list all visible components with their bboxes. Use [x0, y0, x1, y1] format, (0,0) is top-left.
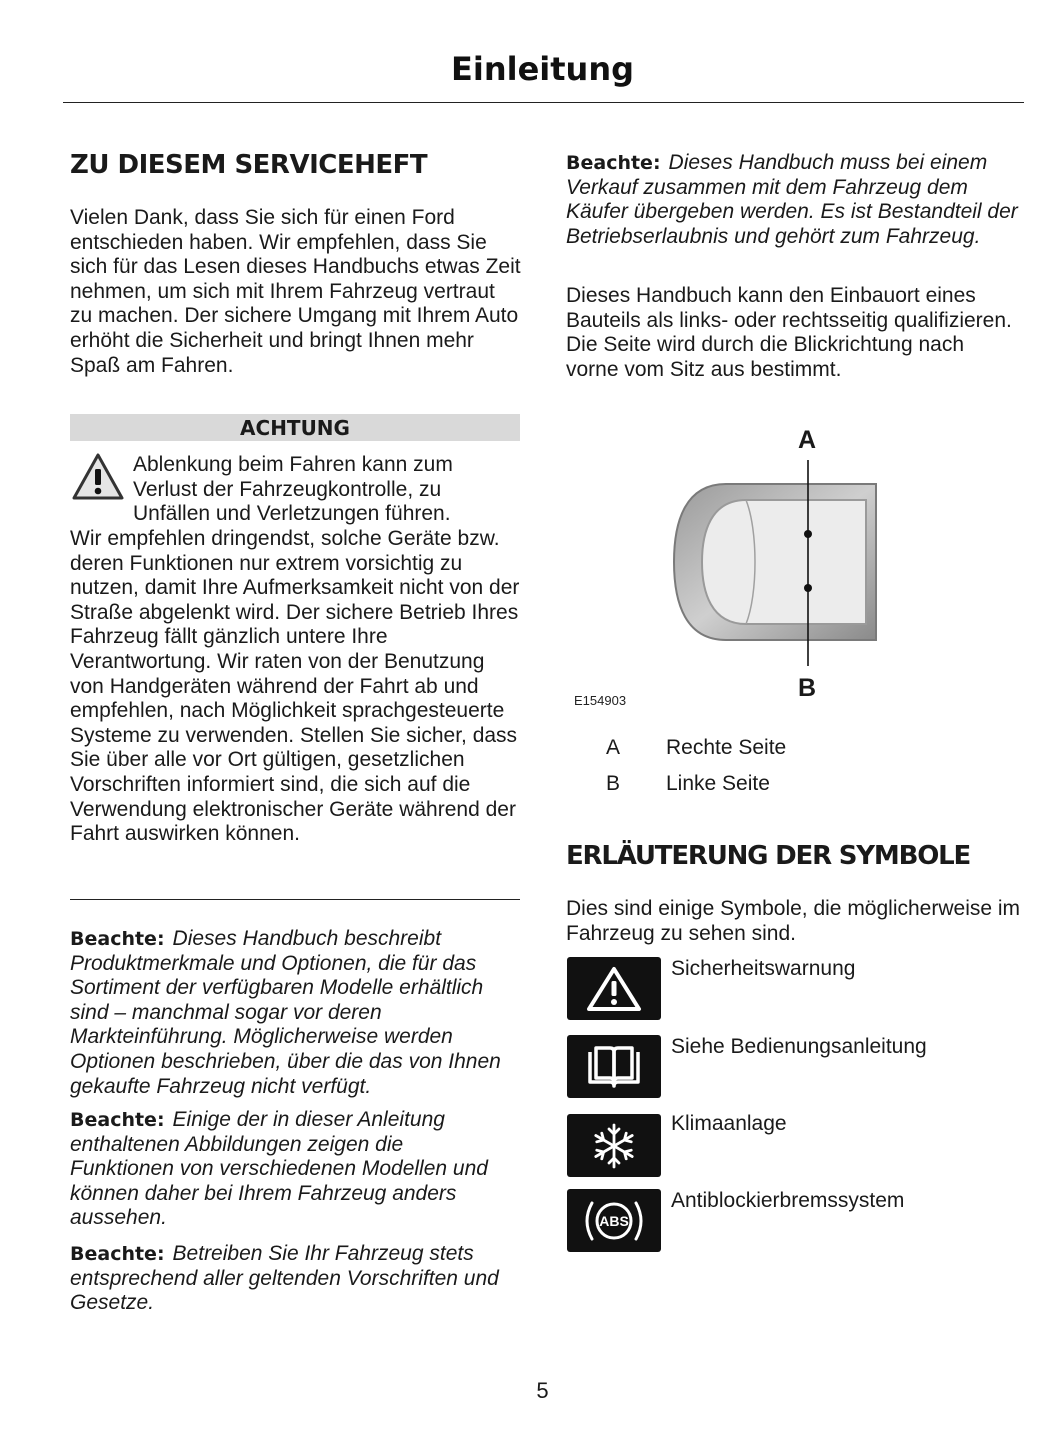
note-label: Beachte:: [70, 928, 165, 950]
diagram-code: E154903: [574, 693, 627, 708]
note-paragraph: [566, 151, 1021, 249]
diagram-label-b: B: [798, 674, 817, 702]
note-label: Beachte:: [70, 1109, 165, 1131]
warning-divider: [70, 899, 520, 900]
note-label: Beachte:: [566, 152, 661, 174]
legend-key: A: [606, 736, 621, 759]
symbol-label: Klimaanlage: [671, 1112, 787, 1135]
abs-icon: [572, 1193, 656, 1249]
warning-header: ACHTUNG: [70, 414, 520, 441]
warning-text: Ablenkung beim Fahren kann zum Verlust der Fahrzeugkontrolle, zu Unfällen und Verletzungen führen.: [133, 453, 453, 526]
warning-triangle-icon: [72, 452, 124, 502]
symbol-label: Sicherheitswarnung: [671, 957, 856, 980]
vehicle-orientation-diagram: [566, 420, 896, 720]
note-paragraph: [70, 927, 525, 1099]
symbols-intro: Dies sind einige Symbole, die möglicherweise im Fahrzeug zu sehen sind.: [566, 897, 1021, 945]
snowflake-icon: [588, 1120, 640, 1172]
note-label: Beachte:: [70, 1243, 165, 1265]
legend-value: Rechte Seite: [666, 736, 787, 759]
note-paragraph: [70, 1242, 525, 1316]
symbol-box: [567, 1189, 661, 1252]
warning-continued: Wir empfehlen dringendst, solche Geräte bzw. deren Funktionen nur extrem vorsichtig zu nutzen, damit Ihre Aufmerksamkeit nicht von der Straße abgelenkt wird. Der sichere Betrieb Ihres Fahrzeug fällt gänzlich untere Ihre Verantwortung. Wir raten von der Benutzung von Handgeräten während der Fahrt ab und empfehlen, nach Möglichkeit sprachgesteuerte Systeme zu verwenden. Stellen Sie sicher, dass Sie über alle vor Ort gültigen, gesetzlichen Vorschriften informiert sind, die sich auf die Verwendung elektronischer Geräte während der Fahrt auswirken können.: [70, 527, 520, 846]
intro-paragraph: Vielen Dank, dass Sie sich für einen Ford entschieden haben. Wir empfehlen, dass Sie sich für das Lesen dieses Handbuchs etwas Zeit nehmen, um sich mit Ihrem Fahrzeug vertraut zu machen. Der sichere Umgang mit Ihrem Auto erhöht die Sicherheit und bringt Ihnen mehr Spaß am Fahren.: [70, 206, 521, 377]
note-text: Betreiben Sie Ihr Fahrzeug stets entsprechend aller geltenden Vorschriften und Gesetze.: [70, 1242, 499, 1315]
symbol-box: [567, 1035, 661, 1098]
legend-key: B: [606, 772, 621, 795]
abs-icon-text: ABS: [599, 1212, 629, 1229]
symbol-box: [567, 1114, 661, 1177]
section-title-serviceheft: ZU DIESEM SERVICEHEFT: [70, 150, 428, 180]
note-text: Dieses Handbuch muss bei einem Verkauf zusammen mit dem Fahrzeug dem Käufer übergeben werden. Es ist Bestandteil der Betriebserlaubnis und gehört zum Fahrzeug.: [566, 151, 1018, 248]
symbol-label: Siehe Bedienungsanleitung: [671, 1035, 927, 1058]
note-paragraph: [70, 1108, 510, 1231]
symbol-label: Antiblockierbremssystem: [671, 1189, 905, 1212]
warning-triangle-icon: [584, 964, 644, 1014]
note-text: Dieses Handbuch beschreibt Produktmerkmale und Optionen, die für das Sortiment der verfügbaren Modelle erhältlich sind – manchmal sogar vor deren Markteinführung. Möglicherweise werden Optionen beschrieben, über die das von Ihnen gekaufte Fahrzeug nicht verfügt.: [70, 927, 501, 1098]
diagram-label-a: A: [798, 426, 817, 454]
orientation-paragraph: Dieses Handbuch kann den Einbauort eines Bauteils als links- oder rechtsseitig qualifizieren. Die Seite wird durch die Blickrichtung nach vorne vom Sitz aus bestimmt.: [566, 284, 1012, 381]
note-text: Einige der in dieser Anleitung enthaltenen Abbildungen zeigen die Funktionen von verschiedenen Modellen und können daher bei Ihrem Fahrzeug anders aussehen.: [70, 1108, 488, 1230]
manual-book-icon: [582, 1042, 646, 1092]
header-divider: [63, 102, 1024, 103]
section-title-symbole: ERLÄUTERUNG DER SYMBOLE: [566, 841, 971, 871]
legend-value: Linke Seite: [666, 772, 770, 795]
page-title: Einleitung: [450, 50, 634, 88]
page-number: 5: [536, 1378, 549, 1403]
symbol-box: [567, 957, 661, 1020]
